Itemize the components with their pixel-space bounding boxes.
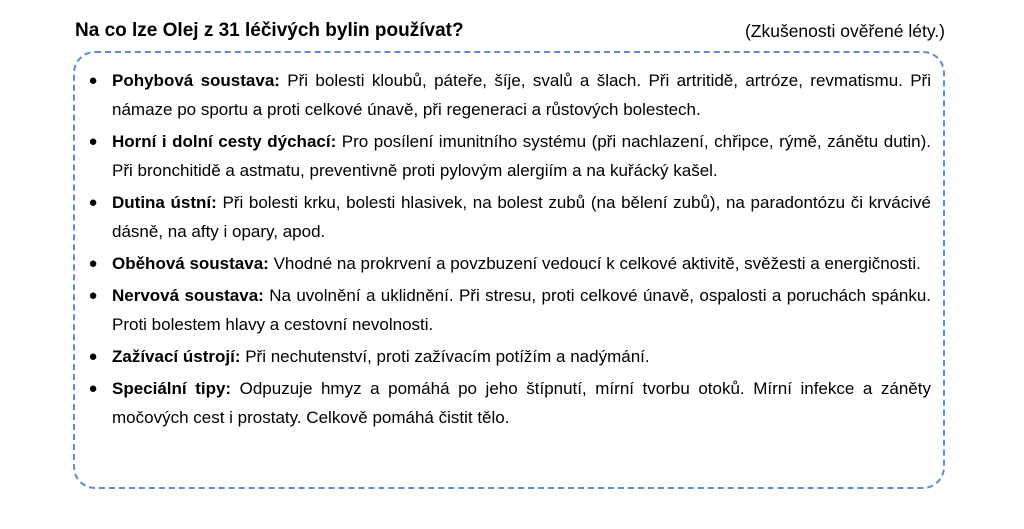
use-item-text: Při bolesti kloubů, páteře, šíje, svalů a šlach. Při artritidě, artróze, revmatismu. Při námaze po sportu a proti celkové únavě, při regeneraci a růstových bolestech. <box>112 71 931 119</box>
use-item-title: Nervová soustava: <box>112 286 270 305</box>
use-item-title: Dutina ústní: <box>112 193 223 212</box>
use-item-text: Při bolesti krku, bolesti hlasivek, na bolest zubů (na bělení zubů), na paradontózu či krvácivé dásně, na afty i opary, apod. <box>112 193 931 241</box>
use-item-title: Zažívací ústrojí: <box>112 347 246 366</box>
use-item-text: Vhodné na prokrvení a povzbuzení vedoucí k celkové aktivitě, svěžesti a energičnosti. <box>273 254 921 273</box>
use-item-oral-cavity <box>87 188 931 246</box>
bullet-icon: ● <box>88 72 98 89</box>
page-note: (Zkušenosti ověřené léty.) <box>744 21 945 41</box>
use-item-special-tips <box>87 374 931 432</box>
use-item-text: Při nechutenství, proti zažívacím potížím a nadýmání. <box>245 347 650 366</box>
use-item-text: Na uvolnění a uklidnění. Při stresu, proti celkové únavě, ospalosti a poruchách spánku. Proti bolestem hlavy a cestovní nevolnosti. <box>112 286 932 334</box>
use-item-title: Speciální tipy: <box>112 379 240 398</box>
use-item-digestive <box>87 342 931 371</box>
use-item-text: Odpuzuje hmyz a pomáhá po jeho štípnutí, mírní tvorbu otoků. Mírní infekce a záněty močových cest i prostaty. Celkově pomáhá čistit tělo. <box>112 379 931 427</box>
bullet-icon: ● <box>88 348 98 365</box>
bullet-icon: ● <box>88 380 98 397</box>
use-item-circulatory <box>87 249 931 278</box>
uses-box <box>73 51 945 489</box>
use-item-text: Pro posílení imunitního systému (při nachlazení, chřipce, rýmě, zánětu dutin). Při bronchitidě a astmatu, preventivně proti pylovým alergiím a na kuřácký kašel. <box>112 132 931 180</box>
use-item-title: Horní i dolní cesty dýchací: <box>112 132 342 151</box>
use-item-title: Pohybová soustava: <box>112 71 288 90</box>
uses-list <box>87 66 931 435</box>
heading-row <box>75 18 945 48</box>
use-item-nervous <box>87 281 931 339</box>
use-item-respiratory <box>87 127 931 185</box>
bullet-icon: ● <box>88 194 98 211</box>
use-item-title: Oběhová soustava: <box>112 254 274 273</box>
bullet-icon: ● <box>88 287 98 304</box>
bullet-icon: ● <box>88 255 98 272</box>
bullet-icon: ● <box>88 133 98 150</box>
page-title: Na co lze Olej z 31 léčivých bylin používat? <box>75 20 464 41</box>
use-item-musculoskeletal <box>87 66 931 124</box>
